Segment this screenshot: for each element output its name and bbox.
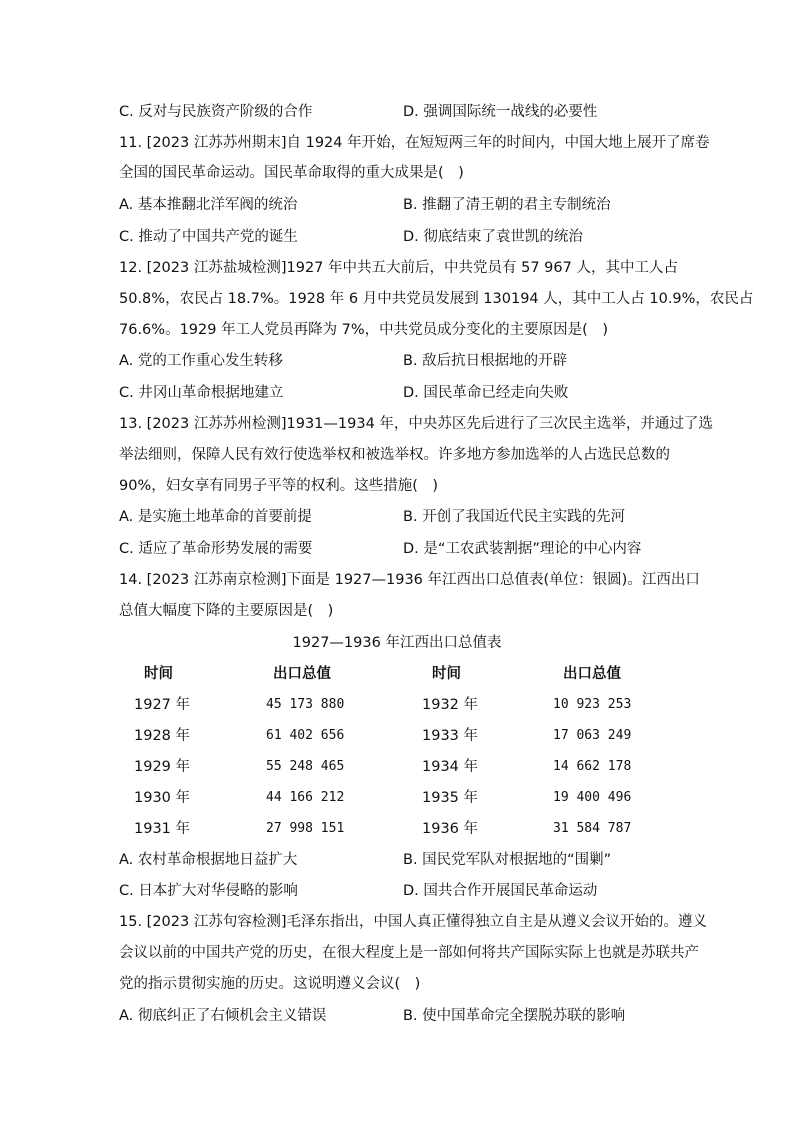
q10-option-c: C. 反对与民族资产阶级的合作 [119,104,313,120]
q14-option-d: D. 国共合作开展国民革命运动 [403,883,598,899]
table-cell: 31 584 787 [553,821,632,836]
q14-stem-line-2: 总值大幅度下降的主要原因是( ) [119,603,334,619]
q13-option-c: C. 适应了革命形势发展的需要 [119,541,313,557]
q14-option-c: C. 日本扩大对华侵略的影响 [119,883,298,899]
q15-option-a: A. 彻底纠正了右倾机会主义错误 [119,1008,327,1024]
q14-option-b: B. 国民党军队对根据地的“围剿” [403,852,612,868]
q15-stem-line-1: 15. [2023 江苏句容检测]毛泽东指出，中国人真正懂得独立自主是从遵义会议开始的。遵义 [119,914,707,930]
table-header-time-2: 时间 [432,666,461,682]
q12-stem-line-2: 50.8%，农民占 18.7%。1928 年 6 月中共党员发展到 130194 人，其中工人占 10.9%，农民占 [119,291,754,307]
q15-option-b: B. 使中国革命完全摆脱苏联的影响 [403,1008,626,1024]
table-cell: 1927 年 [134,697,191,713]
table-header-time-1: 时间 [144,666,173,682]
q14-stem-line-1: 14. [2023 江苏南京检测]下面是 1927—1936 年江西出口总值表(单位：银圆)。江西出口 [119,572,700,588]
table-cell: 55 248 465 [266,759,345,774]
q12-stem-line-3: 76.6%。1929 年工人党员再降为 7%，中共党员成分变化的主要原因是( ) [119,322,608,338]
table-cell: 1936 年 [422,821,479,837]
q11-stem-line-1: 11. [2023 江苏苏州期末]自 1924 年开始，在短短两三年的时间内，中国大地上展开了席卷 [119,135,710,151]
table-cell: 1934 年 [422,759,479,775]
q13-option-b: B. 开创了我国近代民主实践的先河 [403,509,626,525]
table-cell: 45 173 880 [266,697,345,712]
q13-stem-line-1: 13. [2023 江苏苏州检测]1931—1934 年，中央苏区先后进行了三次民主选举，并通过了选 [119,416,713,432]
table-cell: 1933 年 [422,728,479,744]
q13-option-d: D. 是“工农武装割据”理论的中心内容 [403,541,642,557]
q13-stem-line-3: 90%，妇女享有同男子平等的权利。这些措施( ) [119,478,439,494]
table-cell: 1931 年 [134,821,191,837]
q15-stem-line-3: 党的指示贯彻实施的历史。这说明遵义会议( ) [119,976,421,992]
q12-option-c: C. 井冈山革命根据地建立 [119,385,284,401]
q13-option-a: A. 是实施土地革命的首要前提 [119,509,312,525]
table-header-value-2: 出口总值 [563,666,621,682]
table-cell: 27 998 151 [266,821,345,836]
export-table-title: 1927—1936 年江西出口总值表 [292,635,502,651]
table-cell: 14 662 178 [553,759,632,774]
table-cell: 1929 年 [134,759,191,775]
q13-stem-line-2: 举法细则，保障人民有效行使选举权和被选举权。许多地方参加选举的人占选民总数的 [119,447,670,463]
q11-option-b: B. 推翻了清王朝的君主专制统治 [403,197,611,213]
table-cell: 10 923 253 [553,697,632,712]
table-header-value-1: 出口总值 [273,666,331,682]
q12-stem-line-1: 12. [2023 江苏盐城检测]1927 年中共五大前后，中共党员有 57 967 人，其中工人占 [119,260,678,276]
table-cell: 1930 年 [134,790,191,806]
table-cell: 1935 年 [422,790,479,806]
q14-option-a: A. 农村革命根据地日益扩大 [119,852,298,868]
q12-option-a: A. 党的工作重心发生转移 [119,353,283,369]
table-cell: 44 166 212 [266,790,345,805]
q12-option-d: D. 国民革命已经走向失败 [403,385,569,401]
table-cell: 1928 年 [134,728,191,744]
table-cell: 1932 年 [422,697,479,713]
q10-option-d: D. 强调国际统一战线的必要性 [403,104,598,120]
q12-option-b: B. 敌后抗日根据地的开辟 [403,353,568,369]
table-cell: 19 400 496 [553,790,632,805]
q15-stem-line-2: 会议以前的中国共产党的历史，在很大程度上是一部如何将共产国际实际上也就是苏联共产 [119,945,699,961]
table-cell: 61 402 656 [266,728,345,743]
table-cell: 17 063 249 [553,728,632,743]
q11-stem-line-2: 全国的国民革命运动。国民革命取得的重大成果是( ) [119,165,464,181]
q11-option-a: A. 基本推翻北洋军阀的统治 [119,197,298,213]
q11-option-c: C. 推动了中国共产党的诞生 [119,229,298,245]
q11-option-d: D. 彻底结束了袁世凯的统治 [403,229,583,245]
